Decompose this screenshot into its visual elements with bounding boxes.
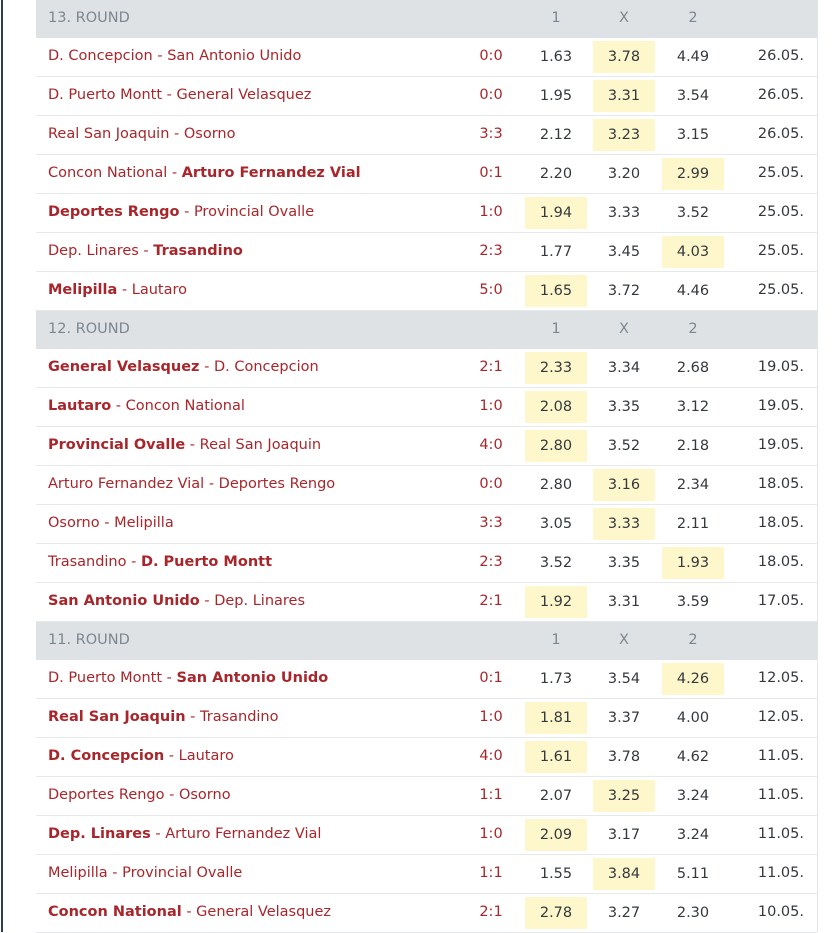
odd-away[interactable]: 4.62 — [676, 749, 710, 765]
home-team: Trasandino — [48, 554, 127, 570]
home-team: Dep. Linares — [48, 243, 139, 259]
odd-away[interactable]: 4.03 — [662, 236, 724, 268]
home-team: Real San Joaquin — [48, 126, 170, 142]
match-row — [36, 855, 817, 894]
odd-home[interactable]: 2.33 — [525, 352, 587, 384]
round-header — [36, 0, 817, 38]
col-label-away: 2 — [688, 10, 698, 26]
away-team: Lautaro — [178, 748, 234, 764]
odd-home[interactable]: 3.52 — [539, 555, 573, 571]
odd-draw[interactable]: 3.35 — [607, 555, 641, 571]
odd-away[interactable]: 5.11 — [676, 866, 710, 882]
odd-home[interactable]: 2.07 — [539, 788, 573, 804]
away-team: San Antonio Unido — [167, 48, 302, 64]
team-separator: - — [126, 554, 141, 570]
match-date: 18.05. — [757, 554, 804, 570]
away-team: Trasandino — [153, 243, 243, 259]
match-row — [36, 427, 817, 466]
team-separator: - — [152, 48, 168, 64]
match-score: 4:0 — [479, 437, 503, 453]
away-team: Lautaro — [131, 282, 187, 298]
match-link[interactable] — [48, 243, 243, 259]
team-separator: - — [185, 709, 200, 725]
match-score: 0:0 — [479, 48, 503, 64]
match-date: 26.05. — [757, 87, 804, 103]
odd-away[interactable]: 3.15 — [676, 127, 710, 143]
home-team: Concon National — [48, 904, 182, 920]
odd-away[interactable]: 3.54 — [676, 88, 710, 104]
match-row — [36, 894, 817, 933]
match-date: 18.05. — [757, 476, 804, 492]
match-row — [36, 466, 817, 505]
home-team: Osorno — [48, 515, 100, 531]
left-rail — [0, 0, 36, 932]
col-label-draw: X — [619, 321, 629, 337]
col-label-home: 1 — [551, 632, 561, 648]
match-score: 5:0 — [479, 282, 503, 298]
away-team: Arturo Fernandez Vial — [181, 165, 361, 181]
match-link[interactable] — [48, 359, 319, 375]
match-link[interactable] — [48, 126, 235, 142]
match-date: 12.05. — [757, 709, 804, 725]
team-separator: - — [199, 593, 215, 609]
away-team: D. Concepcion — [213, 359, 319, 375]
away-team: Concon National — [125, 398, 245, 414]
match-score: 0:1 — [479, 165, 503, 181]
match-date: 11.05. — [757, 748, 804, 764]
odd-away[interactable]: 4.00 — [676, 710, 710, 726]
odd-draw[interactable]: 3.25 — [593, 780, 655, 812]
odd-home[interactable]: 1.55 — [539, 866, 573, 882]
away-team: Dep. Linares — [214, 593, 306, 609]
odd-home[interactable]: 1.63 — [539, 49, 573, 65]
odd-away[interactable]: 4.26 — [662, 663, 724, 695]
odd-away[interactable]: 2.99 — [662, 158, 724, 190]
away-team: Osorno — [183, 126, 236, 142]
match-row — [36, 583, 817, 622]
match-link[interactable] — [48, 826, 321, 842]
odd-home[interactable]: 1.77 — [539, 244, 573, 260]
odd-home[interactable]: 1.65 — [525, 275, 587, 307]
match-date: 25.05. — [757, 165, 804, 181]
away-team: General Velasquez — [196, 904, 332, 920]
match-row — [36, 77, 817, 116]
home-team: Dep. Linares — [48, 826, 151, 842]
match-link[interactable] — [48, 865, 242, 881]
team-separator: - — [167, 165, 182, 181]
col-label-away: 2 — [688, 321, 698, 337]
match-link[interactable] — [48, 709, 279, 725]
odd-draw[interactable]: 3.54 — [607, 671, 641, 687]
odd-home[interactable]: 1.95 — [539, 88, 573, 104]
home-team: Concon National — [48, 165, 168, 181]
match-link[interactable] — [48, 437, 321, 453]
odd-draw[interactable]: 3.23 — [593, 119, 655, 151]
match-link[interactable] — [48, 87, 311, 103]
odd-draw[interactable]: 3.72 — [607, 283, 641, 299]
odd-away[interactable]: 3.24 — [676, 788, 710, 804]
match-date: 26.05. — [757, 126, 804, 142]
match-row — [36, 660, 817, 699]
odd-away[interactable]: 2.18 — [676, 438, 710, 454]
match-row — [36, 194, 817, 233]
match-link[interactable] — [48, 593, 305, 609]
odd-home[interactable]: 2.80 — [525, 430, 587, 462]
home-team: Provincial Ovalle — [48, 437, 186, 453]
home-team: Arturo Fernandez Vial — [48, 476, 205, 492]
team-separator: - — [162, 670, 177, 686]
match-row — [36, 349, 817, 388]
odd-home[interactable]: 1.61 — [525, 741, 587, 773]
odd-draw[interactable]: 3.35 — [607, 399, 641, 415]
odd-draw[interactable]: 3.84 — [593, 858, 655, 890]
match-link[interactable] — [48, 48, 301, 64]
away-team: Real San Joaquin — [199, 437, 322, 453]
odd-draw[interactable]: 3.52 — [607, 438, 641, 454]
odd-home[interactable]: 2.20 — [539, 166, 573, 182]
match-score: 0:0 — [479, 476, 503, 492]
match-score: 2:3 — [479, 243, 503, 259]
match-link[interactable] — [48, 515, 174, 531]
col-label-home: 1 — [551, 10, 561, 26]
odd-home[interactable]: 2.09 — [525, 819, 587, 851]
home-team: General Velasquez — [48, 359, 200, 375]
team-separator: - — [185, 437, 200, 453]
odd-draw[interactable]: 3.27 — [607, 905, 641, 921]
match-row — [36, 777, 817, 816]
odd-draw[interactable]: 3.31 — [593, 80, 655, 112]
col-label-away: 2 — [688, 632, 698, 648]
match-score: 0:1 — [479, 670, 503, 686]
team-separator: - — [117, 282, 132, 298]
away-team: Osorno — [178, 787, 231, 803]
team-separator: - — [162, 87, 177, 103]
team-separator: - — [138, 243, 154, 259]
team-separator: - — [179, 204, 194, 220]
match-row — [36, 738, 817, 777]
team-separator: - — [107, 865, 123, 881]
round-title: 12. ROUND — [48, 321, 130, 337]
match-date: 17.05. — [757, 593, 804, 609]
odd-away[interactable]: 2.11 — [676, 516, 710, 532]
match-score: 4:0 — [479, 748, 503, 764]
odd-home[interactable]: 2.80 — [539, 477, 573, 493]
match-date: 12.05. — [757, 670, 804, 686]
match-row — [36, 116, 817, 155]
home-team: D. Puerto Montt — [48, 670, 163, 686]
team-separator: - — [164, 787, 179, 803]
match-date: 25.05. — [757, 282, 804, 298]
odd-away[interactable]: 3.52 — [676, 205, 710, 221]
match-link[interactable] — [48, 476, 335, 492]
round-title: 13. ROUND — [48, 10, 130, 26]
home-team: D. Concepcion — [48, 48, 153, 64]
match-score: 1:0 — [479, 398, 503, 414]
team-separator: - — [111, 398, 126, 414]
match-date: 11.05. — [757, 787, 804, 803]
home-team: D. Puerto Montt — [48, 87, 163, 103]
away-team: Arturo Fernandez Vial — [165, 826, 322, 842]
odd-draw[interactable]: 3.37 — [607, 710, 641, 726]
home-team: Lautaro — [48, 398, 112, 414]
match-score: 3:3 — [479, 126, 503, 142]
match-row — [36, 233, 817, 272]
home-team: Real San Joaquin — [48, 709, 186, 725]
match-date: 25.05. — [757, 204, 804, 220]
away-team: San Antonio Unido — [176, 670, 329, 686]
home-team: D. Concepcion — [48, 748, 165, 764]
match-date: 18.05. — [757, 515, 804, 531]
odd-home[interactable]: 2.12 — [539, 127, 573, 143]
match-score: 1:0 — [479, 709, 503, 725]
home-team: Melipilla — [48, 865, 108, 881]
round-header — [36, 311, 817, 349]
odd-away[interactable]: 2.34 — [676, 477, 710, 493]
odd-away[interactable]: 4.46 — [676, 283, 710, 299]
odd-draw[interactable]: 3.78 — [593, 41, 655, 73]
away-team: Provincial Ovalle — [193, 204, 315, 220]
team-separator: - — [181, 904, 197, 920]
match-date: 25.05. — [757, 243, 804, 259]
odd-draw[interactable]: 3.16 — [593, 469, 655, 501]
match-row — [36, 699, 817, 738]
match-date: 19.05. — [757, 359, 804, 375]
match-date: 11.05. — [757, 865, 804, 881]
odd-home[interactable]: 1.81 — [525, 702, 587, 734]
match-row — [36, 505, 817, 544]
home-team: San Antonio Unido — [48, 593, 200, 609]
match-row — [36, 155, 817, 194]
odd-away[interactable]: 2.68 — [676, 360, 710, 376]
odd-away[interactable]: 1.93 — [662, 547, 724, 579]
away-team: Trasandino — [200, 709, 279, 725]
home-team: Deportes Rengo — [48, 204, 180, 220]
odd-draw[interactable]: 3.33 — [607, 205, 641, 221]
round-title: 11. ROUND — [48, 632, 130, 648]
home-team: Deportes Rengo — [48, 787, 165, 803]
odd-draw[interactable]: 3.33 — [593, 508, 655, 540]
team-separator: - — [164, 748, 179, 764]
match-link[interactable] — [48, 554, 272, 570]
match-link[interactable] — [48, 670, 328, 686]
away-team: General Velasquez — [176, 87, 312, 103]
results-table — [36, 0, 817, 933]
match-row — [36, 38, 817, 77]
odd-away[interactable]: 3.59 — [676, 594, 710, 610]
match-score: 2:1 — [479, 359, 503, 375]
odd-home[interactable]: 2.08 — [525, 391, 587, 423]
match-link[interactable] — [48, 204, 314, 220]
match-score: 2:1 — [479, 904, 503, 920]
match-score: 1:1 — [479, 865, 503, 881]
match-link[interactable] — [48, 165, 361, 181]
away-team: D. Puerto Montt — [140, 554, 272, 570]
team-separator: - — [150, 826, 166, 842]
odd-home[interactable]: 1.94 — [525, 197, 587, 229]
match-date: 19.05. — [757, 398, 804, 414]
match-date: 19.05. — [757, 437, 804, 453]
team-separator: - — [199, 359, 214, 375]
match-score: 1:0 — [479, 204, 503, 220]
odd-home[interactable]: 1.73 — [539, 671, 573, 687]
away-team: Provincial Ovalle — [122, 865, 243, 881]
odd-draw[interactable]: 3.45 — [607, 244, 641, 260]
home-team: Melipilla — [48, 282, 118, 298]
col-label-draw: X — [619, 632, 629, 648]
team-separator: - — [169, 126, 184, 142]
match-link[interactable] — [48, 748, 234, 764]
match-link[interactable] — [48, 787, 231, 803]
odd-away[interactable]: 3.24 — [676, 827, 710, 843]
match-row — [36, 272, 817, 311]
team-separator: - — [99, 515, 115, 531]
odd-away[interactable]: 2.30 — [676, 905, 710, 921]
match-row — [36, 388, 817, 427]
odd-draw[interactable]: 3.17 — [607, 827, 641, 843]
odd-draw[interactable]: 3.34 — [607, 360, 641, 376]
match-score: 1:1 — [479, 787, 503, 803]
match-score: 0:0 — [479, 87, 503, 103]
odd-draw[interactable]: 3.20 — [607, 166, 641, 182]
match-score: 1:0 — [479, 826, 503, 842]
odd-away[interactable]: 4.49 — [676, 49, 710, 65]
match-link[interactable] — [48, 398, 245, 414]
round-header — [36, 622, 817, 660]
odd-home[interactable]: 2.78 — [525, 897, 587, 929]
away-team: Deportes Rengo — [218, 476, 336, 492]
match-link[interactable] — [48, 282, 187, 298]
right-rail — [817, 0, 834, 932]
match-date: 26.05. — [757, 48, 804, 64]
odd-home[interactable]: 3.05 — [539, 516, 573, 532]
team-separator: - — [204, 476, 219, 492]
col-label-home: 1 — [551, 321, 561, 337]
match-score: 3:3 — [479, 515, 503, 531]
match-score: 2:1 — [479, 593, 503, 609]
odd-away[interactable]: 3.12 — [676, 399, 710, 415]
odd-draw[interactable]: 3.78 — [607, 749, 641, 765]
odd-home[interactable]: 1.92 — [525, 586, 587, 618]
match-score: 2:3 — [479, 554, 503, 570]
col-label-draw: X — [619, 10, 629, 26]
match-link[interactable] — [48, 904, 331, 920]
away-team: Melipilla — [114, 515, 174, 531]
match-date: 11.05. — [757, 826, 804, 842]
match-row — [36, 544, 817, 583]
match-row — [36, 816, 817, 855]
match-date: 10.05. — [757, 904, 804, 920]
odd-draw[interactable]: 3.31 — [607, 594, 641, 610]
